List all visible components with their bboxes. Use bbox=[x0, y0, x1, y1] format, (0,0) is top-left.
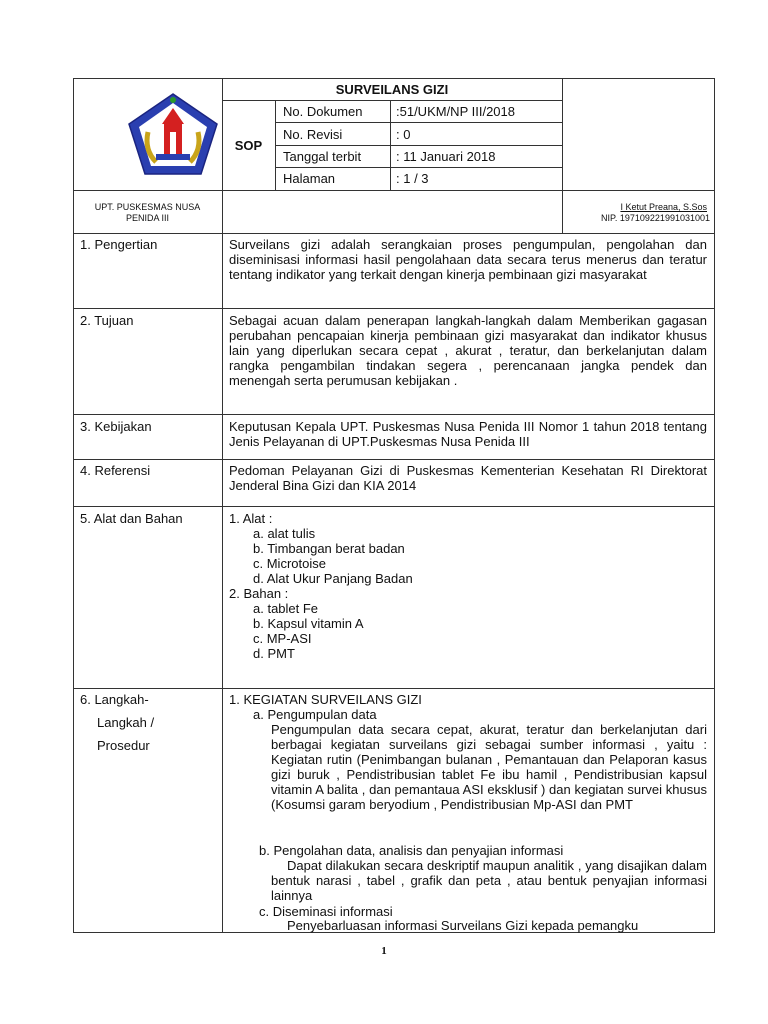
org-name-line1: UPT. PUSKESMAS NUSA bbox=[94, 202, 201, 212]
section-text-pengertian: Surveilans gizi adalah serangkaian proses pengumpulan, pengolahan dan diseminisasi informasi hasil pengolahaan data secara terus menerus dan teratur tentang indikator yang terkait dengan kinerja pembinaan gizi masyarakat bbox=[229, 237, 707, 282]
signer-name: I Ketut Preana, S.Sos bbox=[620, 202, 707, 212]
doc-number-label: No. Dokumen bbox=[283, 104, 363, 119]
page-label: Halaman bbox=[283, 171, 336, 186]
list-item: b. Kapsul vitamin A bbox=[253, 616, 364, 631]
section-label-kebijakan: 3. Kebijakan bbox=[80, 419, 152, 434]
section-label-referensi: 4. Referensi bbox=[80, 463, 151, 478]
section-label-tujuan: 2. Tujuan bbox=[80, 313, 134, 328]
section-label-langkah-3: Prosedur bbox=[97, 738, 150, 753]
list-item: a. alat tulis bbox=[253, 526, 316, 541]
section-label-langkah-2: Langkah / bbox=[97, 715, 155, 730]
signer-nip: NIP. 197109221991031001 bbox=[601, 213, 710, 223]
langkah-a-text: Pengumpulan data secara cepat, akurat, teratur dan berkelanjutan dari berbagai kegiatan surveilans gizi sebagai sumber informasi , yaitu : Kegiatan rutin (Penimbangan bulanan , Pemantauan dan Pelaporan kasus gizi buruk , Pendistribusian tablet Fe ibu hamil , Pendistribusian kapsul vitamin A balita , dan pemantaua ASI eksklusif ) dan kegiatan survei khusus (Kosumsi garam beryodium , Pendistribusian Mp-ASI dan PMT bbox=[271, 722, 707, 812]
langkah-c-label: c. Diseminasi informasi bbox=[259, 904, 393, 919]
langkah-b-text: Dapat dilakukan secara deskriptif maupun analitik , yang disajikan dalam bentuk narasi , tabel , grafik dan peta , atau bentuk penyajian informasi lainnya bbox=[271, 858, 707, 903]
section-label-pengertian: 1. Pengertian bbox=[80, 237, 158, 252]
puskesmas-logo bbox=[126, 92, 220, 176]
org-name-line2: PENIDA III bbox=[125, 213, 169, 223]
list-item: b. Timbangan berat badan bbox=[253, 541, 405, 556]
langkah-c-text: Penyebarluasan informasi Surveilans Gizi kepada pemangku bbox=[287, 918, 639, 933]
doc-number-value: :51/UKM/NP III/2018 bbox=[396, 104, 515, 119]
section-text-tujuan: Sebagai acuan dalam penerapan langkah-langkah dalam Memberikan gagasan perubahan pencapaian kinerja pembinaan gizi masyarakat dan indikator khusus lain yang diperlukan secara cepat , akurat , teratur, dan berkelanjutan dalam rangka pengambilan tindakan segera , perencanaan jangka pendek dan menengah serta perumusan kebijakan . bbox=[229, 313, 707, 388]
list-item: d. Alat Ukur Panjang Badan bbox=[253, 571, 413, 586]
section-label-langkah-1: 6. Langkah- bbox=[80, 692, 149, 707]
list-item: a. tablet Fe bbox=[253, 601, 319, 616]
alat-heading: 1. Alat : bbox=[229, 511, 273, 526]
section-text-referensi: Pedoman Pelayanan Gizi di Puskesmas Kementerian Kesehatan RI Direktorat Jenderal Bina Gizi dan KIA 2014 bbox=[229, 463, 707, 493]
langkah-b-label: b. Pengolahan data, analisis dan penyajian informasi bbox=[259, 843, 564, 858]
bahan-heading: 2. Bahan : bbox=[229, 586, 289, 601]
langkah-heading: 1. KEGIATAN SURVEILANS GIZI bbox=[229, 692, 422, 707]
list-item: c. Microtoise bbox=[253, 556, 326, 571]
revision-value: : 0 bbox=[396, 127, 411, 142]
langkah-a-label: a. Pengumpulan data bbox=[253, 707, 377, 722]
document-title: SURVEILANS GIZI bbox=[335, 82, 449, 97]
list-item: c. MP-ASI bbox=[253, 631, 312, 646]
section-label-alat: 5. Alat dan Bahan bbox=[80, 511, 183, 526]
sop-label: SOP bbox=[234, 138, 263, 153]
issue-date-value: : 11 Januari 2018 bbox=[396, 149, 496, 164]
list-item: d. PMT bbox=[253, 646, 295, 661]
page-value: : 1 / 3 bbox=[396, 171, 429, 186]
section-text-kebijakan: Keputusan Kepala UPT. Puskesmas Nusa Penida III Nomor 1 tahun 2018 tentang Jenis Pelayanan di UPT.Puskesmas Nusa Penida III bbox=[229, 419, 707, 449]
issue-date-label: Tanggal terbit bbox=[283, 149, 362, 164]
revision-label: No. Revisi bbox=[283, 127, 343, 142]
page-number: 1 bbox=[381, 945, 387, 957]
